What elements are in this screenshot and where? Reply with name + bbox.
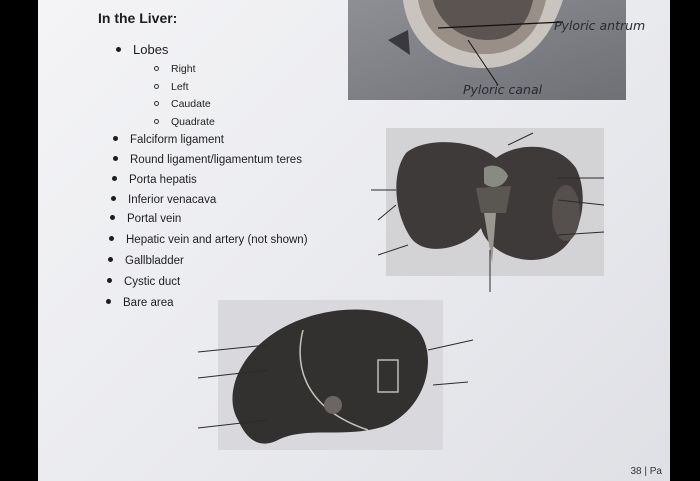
bullet-icon bbox=[111, 196, 116, 201]
bullet-icon bbox=[109, 236, 114, 241]
list-item: Portal vein bbox=[110, 213, 181, 225]
circle-bullet-icon bbox=[154, 119, 159, 124]
worksheet-page bbox=[38, 0, 670, 481]
bullet-icon bbox=[116, 47, 121, 52]
sub-item-right: Right bbox=[154, 63, 196, 75]
bullet-icon bbox=[107, 278, 112, 283]
liver-inferior-photo bbox=[386, 128, 604, 276]
bullet-icon bbox=[112, 176, 117, 181]
handwritten-label-pyloric-canal: Pyloric canal bbox=[463, 82, 543, 97]
section-heading: In the Liver: bbox=[98, 10, 178, 26]
list-item: Gallbladder bbox=[108, 255, 184, 267]
bullet-icon bbox=[113, 156, 118, 161]
page-number: 38 | Pa bbox=[630, 466, 662, 477]
list-item: Cystic duct bbox=[107, 276, 180, 288]
list-item: Hepatic vein and artery (not shown) bbox=[109, 234, 308, 246]
list-item-lobes bbox=[116, 42, 168, 57]
circle-bullet-icon bbox=[154, 66, 159, 71]
list-item: Round ligament/ligamentum teres bbox=[113, 154, 302, 166]
list-item: Bare area bbox=[106, 297, 174, 309]
bullet-icon bbox=[110, 215, 115, 220]
sub-item-left: Left bbox=[154, 81, 189, 93]
circle-bullet-icon bbox=[154, 101, 159, 106]
bullet-icon bbox=[113, 136, 118, 141]
handwritten-label-pyloric-antrum: Pyloric antrum bbox=[554, 18, 646, 33]
liver-superior-photo bbox=[218, 300, 443, 450]
sub-item-quadrate: Quadrate bbox=[154, 116, 215, 128]
bullet-icon bbox=[106, 299, 111, 304]
list-item: Inferior venacava bbox=[111, 194, 216, 206]
bullet-icon bbox=[108, 257, 113, 262]
sub-item-caudate: Caudate bbox=[154, 98, 211, 110]
list-item: Porta hepatis bbox=[112, 174, 197, 186]
list-item-label: Lobes bbox=[133, 42, 169, 57]
list-item: Falciform ligament bbox=[113, 134, 224, 146]
circle-bullet-icon bbox=[154, 84, 159, 89]
